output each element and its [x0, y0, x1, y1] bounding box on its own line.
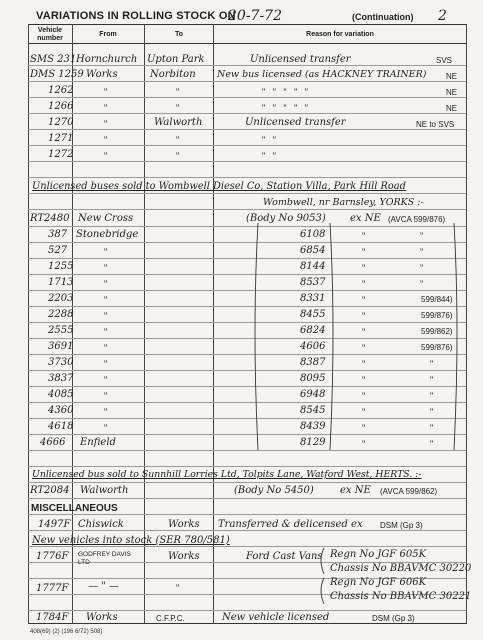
col-head-to: To	[174, 31, 184, 38]
misc-heading: MISCELLANEOUS	[31, 503, 118, 514]
ditto-mark: "	[420, 231, 424, 241]
col-head-reason: Reason for variation	[306, 31, 374, 38]
ex-garage: ex NE	[340, 485, 371, 496]
code: NE to SVS	[416, 120, 455, 129]
ditto-mark: "	[430, 407, 434, 417]
new-stock-note: New vehicles into stock (SER 780/581)	[32, 535, 230, 546]
reason: New bus licensed (as HACKNEY TRAINER)	[217, 69, 427, 80]
ditto-mark: "	[104, 247, 108, 257]
col-divider-3	[213, 24, 214, 624]
vehicle-number: 2203	[48, 293, 74, 304]
vehicle-number: 1784F	[36, 612, 69, 623]
code: DSM (Gp 3)	[372, 614, 415, 623]
vehicle-number: 4085	[48, 389, 74, 400]
rule	[28, 258, 466, 259]
rule	[28, 418, 466, 419]
rule	[28, 145, 466, 146]
rule	[28, 402, 466, 403]
rule	[28, 610, 466, 611]
vehicle-number: 2288	[48, 309, 74, 320]
ditto-mark: "	[104, 263, 108, 273]
ditto-mark: "	[176, 583, 180, 593]
chassis-number: Chassis No BBAVMC 30221	[330, 591, 472, 602]
ditto-marks: " " " " "	[262, 87, 308, 97]
rule	[28, 274, 466, 275]
vehicle-number: 1255	[48, 261, 74, 272]
ditto-mark: "	[176, 135, 180, 145]
ditto-mark: "	[362, 391, 366, 401]
vehicle-number: 1497F	[38, 519, 71, 530]
vehicle-number: SMS 231	[30, 54, 77, 65]
rule	[28, 354, 466, 355]
body-number: 8095	[300, 373, 326, 384]
body-number: 8144	[300, 261, 326, 272]
body-number: (Body No 5450)	[234, 485, 314, 496]
vehicle-number: 1776F	[36, 551, 69, 562]
body-number: (Body No 9053)	[246, 213, 326, 224]
ditto-mark: "	[430, 375, 434, 385]
ditto-mark: "	[104, 359, 108, 369]
from-depot: New Cross	[78, 213, 134, 224]
avca-ref: 599/876)	[421, 343, 453, 352]
ditto-mark: "	[104, 295, 108, 305]
ditto-mark: "	[362, 423, 366, 433]
body-number: 6108	[300, 229, 326, 240]
section-heading: Unlicensed bus sold to Sunnhill Lorries Ltd, Tolpits Lane, Watford West, HERTS. :-	[32, 469, 422, 480]
vehicle-number: RT2084	[30, 485, 70, 496]
regn-number: Regn No JGF 605K	[330, 549, 427, 560]
vehicle-number: 4666	[40, 437, 66, 448]
ditto-mark: "	[420, 263, 424, 273]
vehicle-number: 1271	[48, 133, 74, 144]
reason: Unlicensed transfer	[245, 117, 346, 128]
ditto-mark: "	[104, 135, 108, 145]
ditto-marks: " "	[262, 151, 276, 161]
ditto-mark: "	[176, 87, 180, 97]
vehicle-number: 1270	[48, 117, 74, 128]
rule	[28, 97, 466, 98]
rule	[28, 161, 466, 162]
vehicle-number: 1272	[48, 149, 74, 160]
body-number: 6948	[300, 389, 326, 400]
body-number: 8439	[300, 421, 326, 432]
page-number: 2	[438, 8, 447, 24]
to-depot: Upton Park	[147, 54, 205, 65]
ditto-mark: "	[362, 263, 366, 273]
ditto-mark: "	[104, 103, 108, 113]
ditto-mark: "	[362, 407, 366, 417]
rule	[28, 177, 466, 178]
body-number: 6854	[300, 245, 326, 256]
to-depot: Works	[168, 551, 200, 562]
rule	[28, 386, 466, 387]
vehicle-number: 527	[48, 245, 68, 256]
vehicle-number: RT2480	[30, 213, 70, 224]
body-number: 4606	[300, 341, 326, 352]
rule	[28, 434, 466, 435]
ditto-mark: "	[104, 151, 108, 161]
rule	[28, 290, 466, 291]
col-head-from: From	[99, 31, 117, 38]
ditto-mark: "	[104, 343, 108, 353]
col-divider-1	[72, 24, 73, 624]
body-number: 8331	[300, 293, 326, 304]
chassis-number: Chassis No BBAVMC 30220	[330, 563, 472, 574]
rule	[28, 81, 466, 82]
ditto-mark: "	[104, 407, 108, 417]
avca-ref: (AVCA 599/876)	[388, 215, 446, 224]
rule	[28, 370, 466, 371]
ditto-mark: "	[362, 343, 366, 353]
ditto-mark: "	[176, 151, 180, 161]
code: DSM (Gp 3)	[380, 521, 423, 530]
reason: Transferred & delicensed ex	[218, 519, 363, 530]
code: NE	[446, 72, 458, 81]
to-depot: Works	[168, 519, 200, 530]
col-head-vehicle: Vehicle number	[37, 27, 63, 42]
reason: Unlicensed transfer	[250, 54, 351, 65]
to-depot: Norbiton	[150, 69, 196, 80]
from-supplier: — " —	[88, 581, 119, 592]
ditto-mark: "	[104, 423, 108, 433]
ditto-mark: "	[362, 231, 366, 241]
ditto-mark: "	[362, 359, 366, 369]
from-depot: Hornchurch	[76, 54, 138, 65]
rule	[28, 129, 466, 130]
reason: Ford Cast Vans	[246, 551, 323, 562]
rule	[28, 306, 466, 307]
from-depot: Stonebridge	[76, 229, 139, 240]
ditto-mark: "	[420, 247, 424, 257]
ditto-mark: "	[362, 311, 366, 321]
vehicle-number: 4360	[48, 405, 74, 416]
vehicle-number: DMS 1259	[30, 69, 84, 80]
rule	[28, 450, 466, 451]
ditto-mark: "	[104, 391, 108, 401]
avca-ref: (AVCA 599/862)	[380, 487, 438, 496]
rule	[28, 482, 466, 483]
rule	[28, 113, 466, 114]
ditto-mark: "	[104, 311, 108, 321]
body-number: 8387	[300, 357, 326, 368]
vehicle-number: 1777F	[36, 583, 69, 594]
code: NE	[446, 88, 458, 97]
vehicle-number: 3730	[48, 357, 74, 368]
ditto-mark: "	[430, 439, 434, 449]
form-date: 20-7-72	[228, 8, 282, 24]
ditto-mark: "	[104, 327, 108, 337]
ditto-mark: "	[104, 87, 108, 97]
vehicle-number: 1266	[48, 101, 74, 112]
ditto-mark: "	[362, 295, 366, 305]
rule	[28, 193, 466, 194]
rule	[28, 242, 466, 243]
ex-garage: ex NE	[350, 213, 381, 224]
from-supplier: GODFREY DAVIS LTD	[78, 551, 131, 566]
section-heading: Unlicensed buses sold to Wombwell Diesel Co, Station Villa, Park Hill Road	[32, 181, 406, 192]
vehicle-number: 4618	[48, 421, 74, 432]
vehicle-number: 3691	[48, 341, 74, 352]
ditto-mark: "	[176, 103, 180, 113]
vehicle-number: 3837	[48, 373, 74, 384]
ditto-marks: " "	[262, 135, 276, 145]
frame-top	[28, 24, 466, 25]
to-depot: Walworth	[154, 117, 203, 128]
from-depot: Works	[86, 612, 118, 623]
body-number: 8455	[300, 309, 326, 320]
ditto-mark: "	[430, 423, 434, 433]
regn-number: Regn No JGF 606K	[330, 577, 427, 588]
ditto-mark: "	[362, 439, 366, 449]
vehicle-number: 1262	[48, 85, 74, 96]
from-depot: Chiswick	[78, 519, 124, 530]
from-depot: Walworth	[80, 485, 129, 496]
continuation-label: (Continuation)	[352, 12, 414, 22]
body-number: 8537	[300, 277, 326, 288]
form-reference: 408(69) (2) (196 6/72) 508)	[30, 629, 103, 635]
avca-ref: 599/862)	[421, 327, 453, 336]
ditto-mark: "	[430, 359, 434, 369]
rule	[28, 226, 466, 227]
ditto-marks: " " " " "	[262, 103, 308, 113]
from-depot: Enfield	[80, 437, 116, 448]
rule	[28, 498, 466, 499]
avca-ref: 599/876)	[421, 311, 453, 320]
ditto-mark: "	[104, 119, 108, 129]
form-title: VARIATIONS IN ROLLING STOCK ON	[36, 10, 236, 22]
vehicle-number: 2555	[48, 325, 74, 336]
to-depot: C.F.P.C.	[156, 614, 185, 623]
body-number: 6824	[300, 325, 326, 336]
ditto-mark: "	[430, 391, 434, 401]
code: NE	[446, 104, 458, 113]
frame-left	[28, 24, 29, 624]
ditto-mark: "	[362, 327, 366, 337]
vehicle-number: 1713	[48, 277, 74, 288]
frame-right	[466, 24, 467, 624]
reason: New vehicle licensed	[222, 612, 330, 623]
from-depot: Works	[86, 69, 118, 80]
ditto-mark: "	[420, 279, 424, 289]
ditto-mark: "	[362, 375, 366, 385]
rule	[28, 466, 466, 467]
body-number: 8545	[300, 405, 326, 416]
rule	[28, 322, 466, 323]
code: SVS	[436, 56, 453, 65]
ditto-mark: "	[362, 279, 366, 289]
body-number: 8129	[300, 437, 326, 448]
avca-ref: 599/844)	[421, 295, 453, 304]
ditto-mark: "	[104, 279, 108, 289]
col-divider-2	[144, 24, 145, 624]
ditto-mark: "	[104, 375, 108, 385]
section-heading-address: Wombwell, nr Barnsley, YORKS :-	[263, 197, 424, 208]
rule	[28, 209, 466, 210]
header-bottom	[28, 43, 466, 44]
rule	[28, 338, 466, 339]
ditto-mark: "	[362, 247, 366, 257]
vehicle-number: 387	[48, 229, 68, 240]
rule	[28, 514, 466, 515]
